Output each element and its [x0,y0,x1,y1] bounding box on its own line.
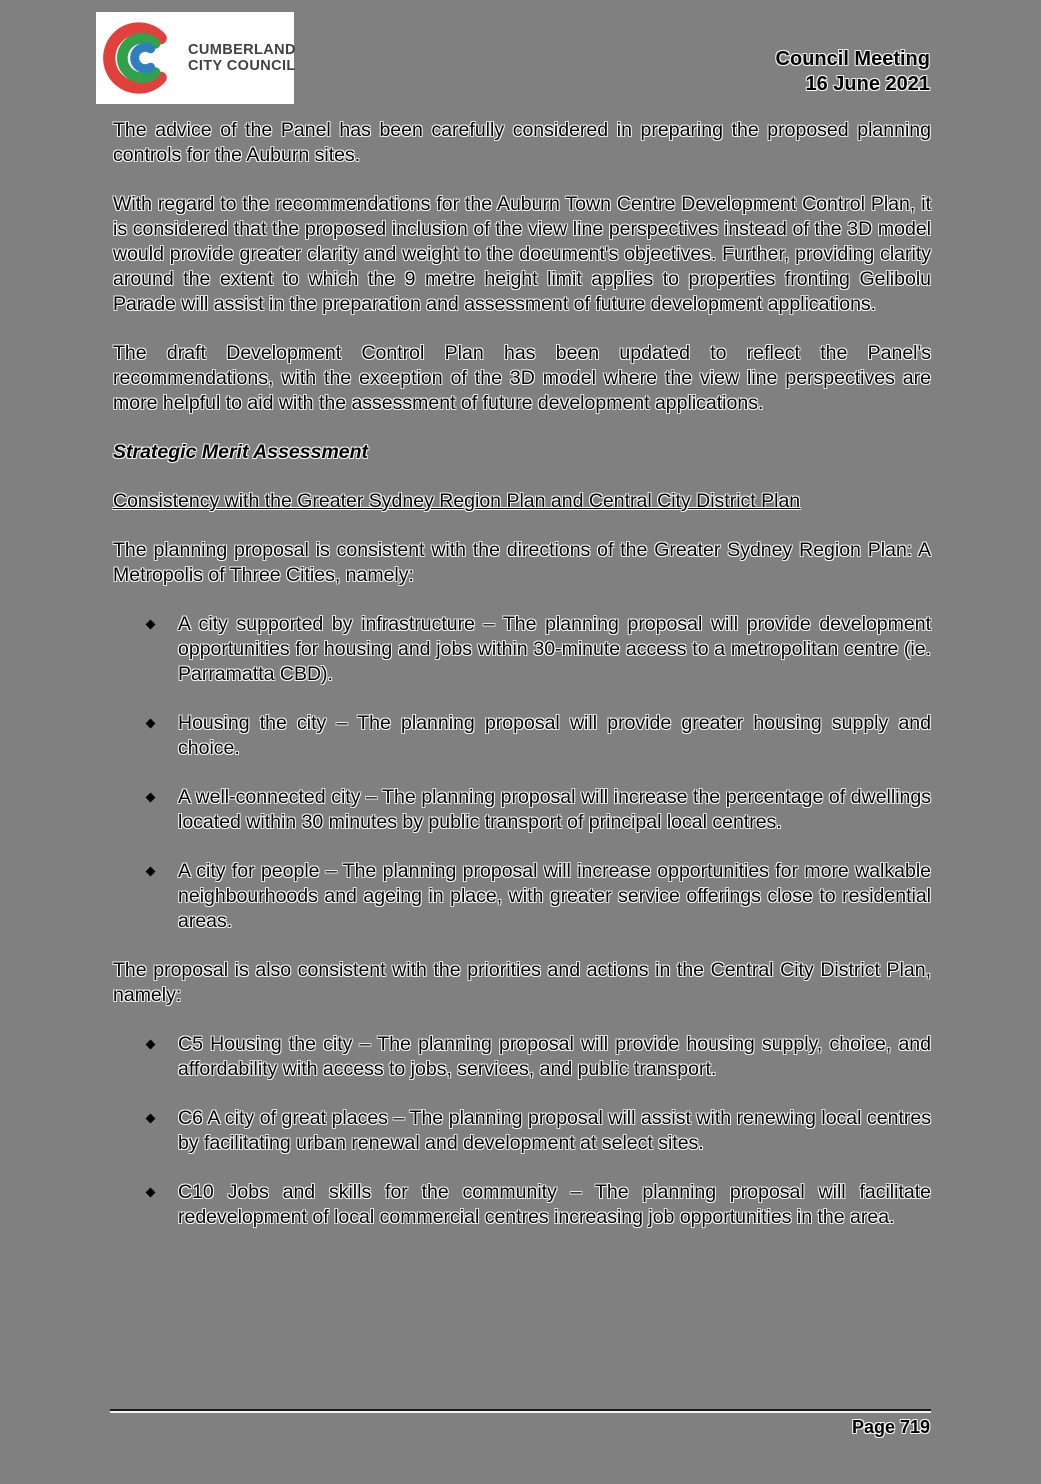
list-item [178,859,931,934]
bullet-icon [146,1188,156,1198]
bullet-text: A city for people – The planning proposal will increase opportunities for more walkable neighbourhoods and ageing in place, with greater service offerings close to residential areas. [178,860,931,932]
bullet-text: A well-connected city – The planning proposal will increase the percentage of dwellings located within 30 minutes by public transport of principal local centres. [178,786,931,833]
bullet-icon [146,867,156,877]
list-item [178,1032,931,1082]
heading-strategic-merit: Strategic Merit Assessment [113,441,369,463]
logo-org-line1: CUMBERLAND [188,42,296,58]
district-bullet-list [113,1032,931,1230]
paragraph-district-intro: The proposal is also consistent with the priorities and actions in the Central City District Plan, namely: [113,959,931,1006]
meeting-title: Council Meeting [775,48,930,70]
header-meta [776,47,930,97]
list-item [178,1180,931,1230]
list-item [178,612,931,687]
bullet-icon [146,1040,156,1050]
page-number: Page 719 [851,1417,930,1437]
logo-inner-c-icon [135,47,151,68]
bullet-icon [146,719,156,729]
footer-divider [110,1409,931,1411]
bullet-text: C10 Jobs and skills for the community – The planning proposal will facilitate redevelopment of local commercial centres increasing job opportunities in the area. [178,1181,931,1228]
paragraph-draft-dcp-update: The draft Development Control Plan has been updated to reflect the Panel's recommendations, with the exception of the 3D model where the view line perspectives are more helpful to aid with the assessment of future development applications. [113,342,931,414]
list-item [178,1106,931,1156]
bullet-text: A city supported by infrastructure – The planning proposal will provide development opportunities for housing and jobs within 30-minute access to a metropolitan centre (ie. Parramatta CBD). [178,613,931,685]
bullet-icon [146,620,156,630]
list-item [178,785,931,835]
list-item [178,711,931,761]
gsrp-bullet-list [113,612,931,934]
bullet-icon [146,1114,156,1124]
bullet-text: C6 A city of great places – The planning proposal will assist with renewing local centres by facilitating urban renewal and development at select sites. [178,1107,931,1154]
paragraph-panel-advice: The advice of the Panel has been carefully considered in preparing the proposed planning controls for the Auburn sites. [113,119,931,166]
paragraph-gsrp-intro: The planning proposal is consistent with the directions of the Greater Sydney Region Plan: A Metropolis of Three Cities, namely: [113,539,931,586]
council-logo [96,12,294,104]
bullet-icon [146,793,156,803]
heading-consistency: Consistency with the Greater Sydney Region Plan and Central City District Plan [113,490,801,512]
bullet-text: C5 Housing the city – The planning proposal will provide housing supply, choice, and affordability with access to jobs, services, and public transport. [178,1033,931,1080]
document-body [113,118,931,1254]
paragraph-dcp-recommendations: With regard to the recommendations for the Auburn Town Centre Development Control Plan, it is considered that the proposed inclusion of the view line perspectives instead of the 3D model would provide greater clarity and weight to the document's objectives. Further, providing clarity around the extent to which the 9 metre height limit applies to properties fronting Gelibolu Parade will assist in the preparation and assessment of future development applications. [113,193,931,315]
meeting-date: 16 June 2021 [805,73,930,95]
logo-wordmark [188,42,296,74]
cumberland-logo-icon [101,17,183,99]
logo-org-line2: CITY COUNCIL [188,58,296,74]
bullet-text: Housing the city – The planning proposal will provide greater housing supply and choice. [178,712,931,759]
